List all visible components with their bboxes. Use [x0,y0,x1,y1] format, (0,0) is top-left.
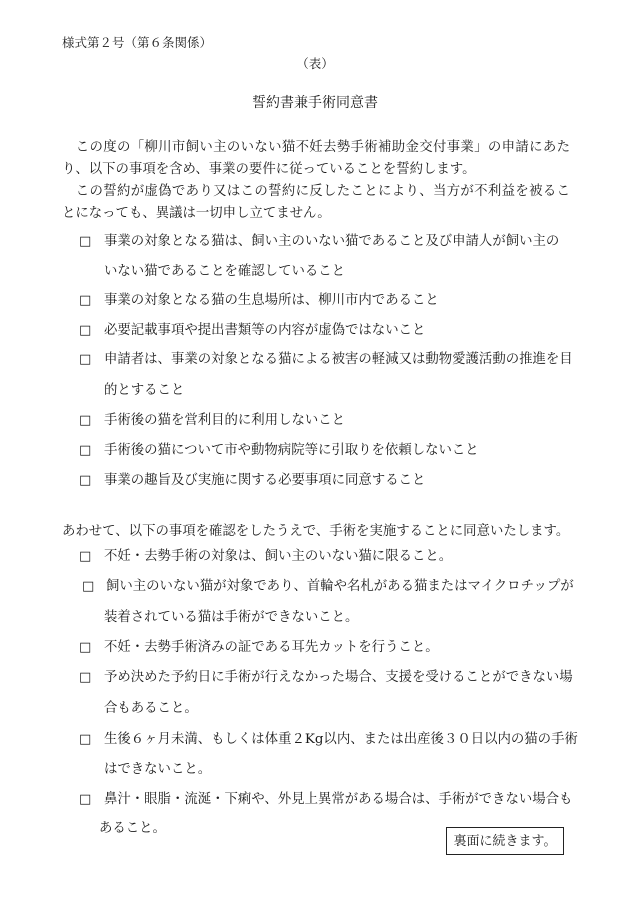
consent-intro: あわせて、以下の事項を確認をしたうえで、手術を実施することに同意いたします。 [62,524,570,539]
checkbox-icon[interactable]: □ [79,413,92,428]
checkbox-icon[interactable]: □ [79,473,92,488]
consent-item-text: 予め決めた予約日に手術が行えなかった場合、支援を受けることができない場 [104,670,573,685]
checkbox-icon[interactable]: □ [79,234,92,249]
consent-item-text: 鼻汁・眼脂・流涎・下痢や、外見上異常がある場合は、手術ができない場合も [104,792,573,807]
pledge-item-text-cont: 的とすること [104,383,185,398]
pledge-item-text: 事業の趣旨及び実施に関する必要事項に同意すること [104,473,426,488]
checkbox-icon[interactable]: □ [82,579,95,594]
checkbox-icon[interactable]: □ [79,352,92,367]
pledge-paragraph: この度の「柳川市飼い主のいない猫不妊去勢手術補助金交付事業」の申請にあたり、以下の事項を含め、事業の要件に従っていることを誓約します。 [62,140,570,177]
consent-item-text-cont: 装着されている猫は手術ができないこと。 [104,610,359,625]
consent-item-text: 飼い主のいない猫が対象であり、首輪や名札がある猫またはマイクロチップが [106,579,574,594]
pledge-item-text: 手術後の猫について市や動物病院等に引取りを依頼しないこと [104,443,479,458]
checkbox-icon[interactable]: □ [79,792,92,807]
pledge-item-text: 手術後の猫を営利目的に利用しないこと [104,413,346,428]
pledge-item-text: 事業の対象となる猫の生息場所は、柳川市内であること [104,293,439,308]
page-side-label: （表） [296,56,334,71]
checkbox-icon[interactable]: □ [79,670,92,685]
consent-item-text-cont: はできないこと。 [104,762,212,777]
pledge-item-text: 申請者は、事業の対象となる猫による被害の軽減又は動物愛護活動の推進を目 [104,352,573,367]
checkbox-icon[interactable]: □ [79,293,92,308]
form-number: 様式第２号（第６条関係） [62,35,213,50]
consent-item-text: 不妊・去勢手術の対象は、飼い主のいない猫に限ること。 [104,549,453,564]
pledge-item-text: 必要記載事項や提出書類等の内容が虚偽ではないこと [104,323,426,338]
continued-on-back-notice [446,827,564,855]
consent-item-text: 不妊・去勢手術済みの証である耳先カットを行うこと。 [104,640,439,655]
checkbox-icon[interactable]: □ [79,732,92,747]
checkbox-icon[interactable]: □ [79,323,92,338]
pledge-item-text: 事業の対象となる猫は、飼い主のいない猫であること及び申請人が飼い主の [104,234,560,249]
continued-on-back-text: 裏面に続きます。 [453,833,557,849]
checkbox-icon[interactable]: □ [79,549,92,564]
consent-item-text: 生後６ヶ月未満、もしくは体重２Kg以内、または出産後３０日以内の猫の手術 [104,732,578,747]
pledge-item-text-cont: いない猫であることを確認していること [104,264,346,279]
consent-item-text-cont: あること。 [99,821,166,836]
waiver-paragraph: この誓約が虚偽であり又はこの誓約に反したことにより、当方が不利益を被ることになっても、異議は一切申し立てません。 [62,184,570,221]
checkbox-icon[interactable]: □ [79,443,92,458]
document-title: 誓約書兼手術同意書 [252,95,378,111]
consent-item-text-cont: 合もあること。 [104,701,198,716]
checkbox-icon[interactable]: □ [79,640,92,655]
